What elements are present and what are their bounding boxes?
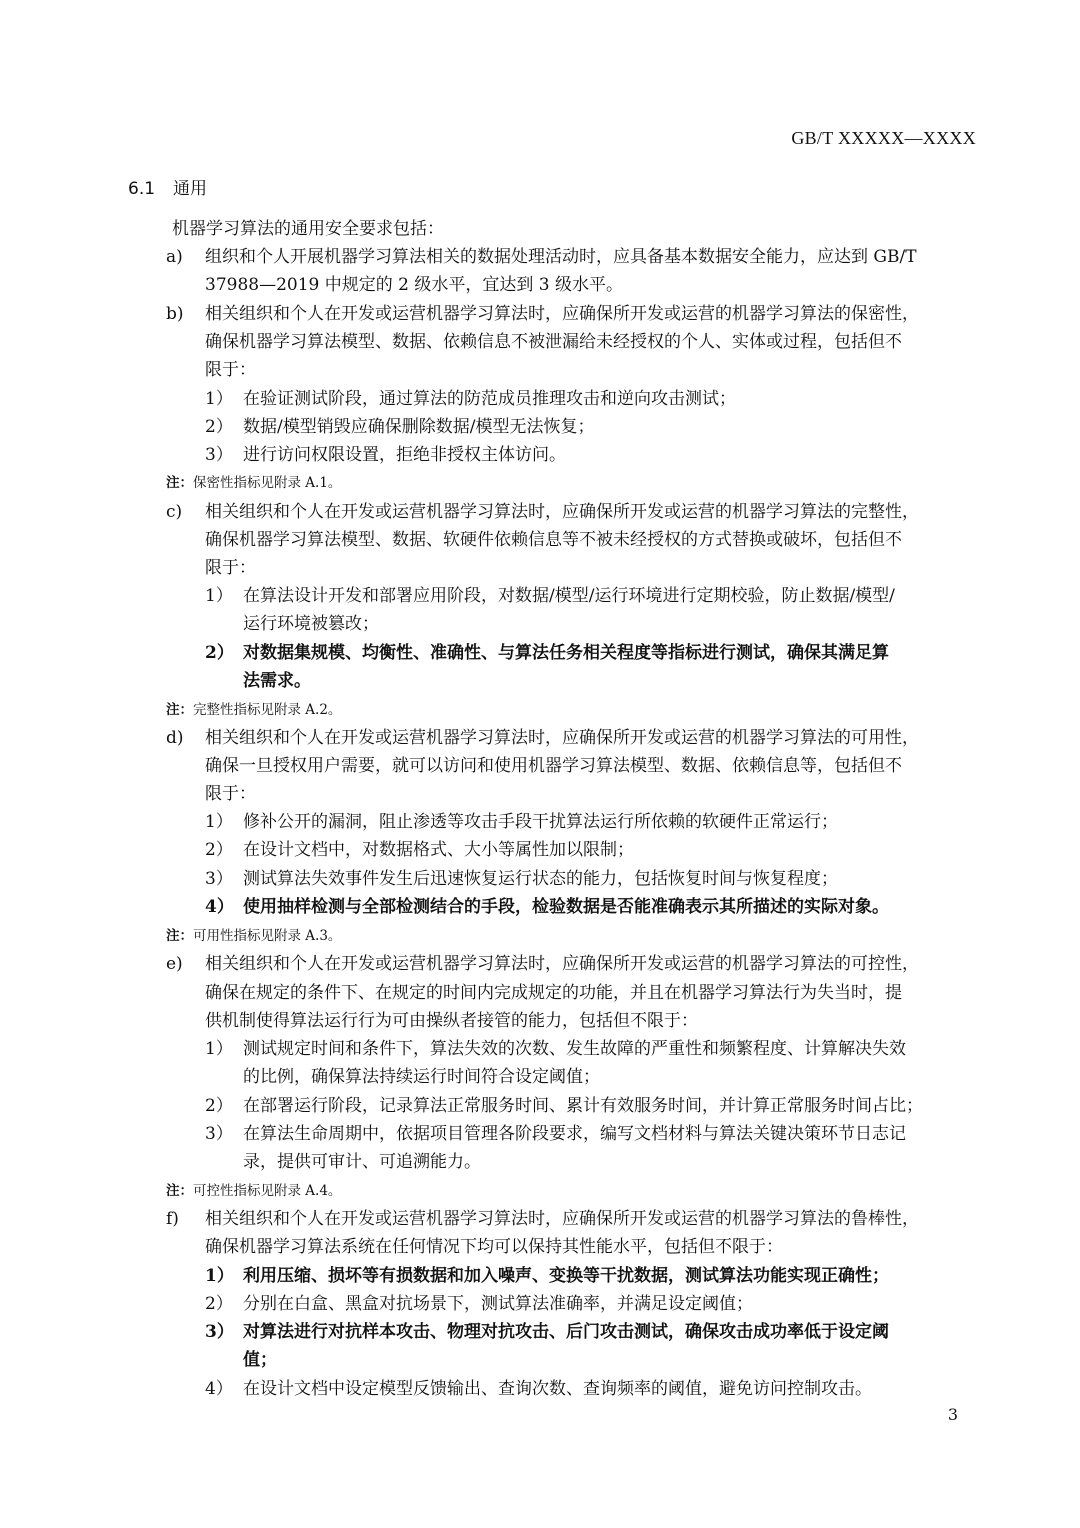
item-d-text-line: 确保一旦授权用户需要，就可以访问和使用机器学习算法模型、数据、依赖信息等，包括但不 — [205, 756, 902, 776]
item-a-text-line: 37988—2019 中规定的 2 级水平，宜达到 3 级水平。 — [205, 275, 623, 295]
item-f-text-line: 确保机器学习算法系统在任何情况下均可以保持其性能水平，包括但不限于： — [205, 1237, 783, 1257]
note-text: 可用性指标见附录 A.3。 — [193, 928, 342, 944]
item-e-note — [166, 1181, 341, 1201]
item-f-label: f) — [166, 1209, 179, 1229]
item-f-text-line: 相关组织和个人在开发或运营机器学习算法时，应确保所开发或运营的机器学习算法的鲁棒性， — [205, 1209, 919, 1229]
item-b-sub-number: 2） — [205, 417, 233, 437]
section-heading — [128, 174, 207, 199]
item-f-sub-number: 1） — [205, 1266, 234, 1286]
note-text: 完整性指标见附录 A.2。 — [193, 702, 342, 718]
item-f-sub-text: 在设计文档中设定模型反馈输出、查询次数、查询频率的阈值，避免访问控制攻击。 — [243, 1379, 872, 1399]
item-c-sub-text: 运行环境被篡改； — [243, 614, 379, 634]
item-e-sub-text: 的比例，确保算法持续运行时间符合设定阈值； — [243, 1067, 600, 1087]
item-e-sub-text: 在部署运行阶段，记录算法正常服务时间、累计有效服务时间，并计算正常服务时间占比； — [243, 1096, 923, 1116]
item-c-label: c) — [166, 502, 183, 522]
item-f-sub-number: 2） — [205, 1294, 233, 1314]
item-b-sub-text: 数据/模型销毁应确保删除数据/模型无法恢复； — [243, 417, 595, 437]
note-label: 注： — [166, 928, 193, 944]
standard-number-header: GB/T XXXXX—XXXX — [791, 128, 976, 148]
item-e-text-line: 供机制使得算法运行行为可由操纵者接管的能力，包括但不限于： — [205, 1011, 698, 1031]
item-e-sub-number: 2） — [205, 1096, 233, 1116]
item-d-sub-number: 1） — [205, 812, 233, 832]
item-b-text-line: 相关组织和个人在开发或运营机器学习算法时，应确保所开发或运营的机器学习算法的保密性， — [205, 304, 919, 324]
item-e-sub-text: 在算法生命周期中，依据项目管理各阶段要求，编写文档材料与算法关键决策环节日志记 — [243, 1124, 906, 1144]
item-d-sub-text: 使用抽样检测与全部检测结合的手段，检验数据是否能准确表示其所描述的实际对象。 — [243, 897, 889, 917]
item-d-sub-text: 测试算法失效事件发生后迅速恢复运行状态的能力，包括恢复时间与恢复程度； — [243, 869, 838, 889]
note-label: 注： — [166, 702, 193, 718]
item-d-text-line: 限于： — [205, 784, 256, 804]
item-e-sub-text: 录，提供可审计、可追溯能力。 — [243, 1152, 481, 1172]
note-label: 注： — [166, 1183, 193, 1199]
item-d-text-line: 相关组织和个人在开发或运营机器学习算法时，应确保所开发或运营的机器学习算法的可用性， — [205, 728, 919, 748]
item-f-sub-number: 4） — [205, 1379, 233, 1399]
item-d-sub-number: 4） — [205, 897, 234, 917]
item-f-sub-text: 分别在白盒、黑盒对抗场景下，测试算法准确率，并满足设定阈值； — [243, 1294, 753, 1314]
item-e-sub-number: 3） — [205, 1124, 233, 1144]
item-a-label: a) — [166, 247, 183, 267]
item-c-sub-text: 在算法设计开发和部署应用阶段，对数据/模型/运行环境进行定期校验，防止数据/模型/ — [243, 586, 895, 606]
item-d-sub-number: 3） — [205, 869, 233, 889]
page-number: 3 — [947, 1405, 958, 1424]
item-d-sub-text: 修补公开的漏洞，阻止渗透等攻击手段干扰算法运行所依赖的软硬件正常运行； — [243, 812, 838, 832]
item-c-sub-text: 法需求。 — [243, 671, 311, 691]
item-b-text-line: 确保机器学习算法模型、数据、依赖信息不被泄漏给未经授权的个人、实体或过程，包括但不 — [205, 332, 902, 352]
item-f-sub-text: 值； — [243, 1350, 277, 1370]
item-f-sub-number: 3） — [205, 1322, 234, 1342]
note-text: 可控性指标见附录 A.4。 — [193, 1183, 342, 1199]
item-b-sub-text: 进行访问权限设置，拒绝非授权主体访问。 — [243, 445, 566, 465]
item-c-sub-text: 对数据集规模、均衡性、准确性、与算法任务相关程度等指标进行测试，确保其满足算 — [243, 643, 889, 663]
item-c-sub-number: 1） — [205, 586, 233, 606]
note-label: 注： — [166, 475, 193, 491]
item-b-note — [166, 473, 341, 493]
item-e-sub-number: 1） — [205, 1039, 233, 1059]
item-e-text-line: 确保在规定的条件下、在规定的时间内完成规定的功能，并且在机器学习算法行为失当时，提 — [205, 983, 902, 1003]
item-c-note — [166, 700, 341, 720]
item-e-label: e) — [166, 954, 183, 974]
section-number: 6.1 — [128, 179, 156, 199]
item-e-sub-text: 测试规定时间和条件下，算法失效的次数、发生故障的严重性和频繁程度、计算解决失效 — [243, 1039, 906, 1059]
item-f-sub-text: 利用压缩、损坏等有损数据和加入噪声、变换等干扰数据，测试算法功能实现正确性； — [243, 1266, 889, 1286]
item-b-text-line: 限于： — [205, 360, 256, 380]
item-c-text-line: 相关组织和个人在开发或运营机器学习算法时，应确保所开发或运营的机器学习算法的完整性， — [205, 502, 919, 522]
item-f-sub-text: 对算法进行对抗样本攻击、物理对抗攻击、后门攻击测试，确保攻击成功率低于设定阈 — [243, 1322, 889, 1342]
item-d-sub-text: 在设计文档中，对数据格式、大小等属性加以限制； — [243, 840, 634, 860]
item-b-sub-number: 1） — [205, 389, 233, 409]
item-c-text-line: 限于： — [205, 558, 256, 578]
item-d-label: d) — [166, 728, 184, 748]
item-b-sub-number: 3） — [205, 445, 233, 465]
item-c-sub-number: 2） — [205, 643, 234, 663]
section-title: 通用 — [173, 179, 208, 199]
item-c-text-line: 确保机器学习算法模型、数据、软硬件依赖信息等不被未经授权的方式替换或破坏，包括但不 — [205, 530, 902, 550]
item-b-label: b) — [166, 304, 184, 324]
item-d-note — [166, 926, 341, 946]
item-a-text-line: 组织和个人开展机器学习算法相关的数据处理活动时，应具备基本数据安全能力，应达到 GB/T — [205, 247, 917, 267]
item-d-sub-number: 2） — [205, 840, 233, 860]
item-b-sub-text: 在验证测试阶段，通过算法的防范成员推理攻击和逆向攻击测试； — [243, 389, 736, 409]
note-text: 保密性指标见附录 A.1。 — [193, 475, 342, 491]
intro-text: 机器学习算法的通用安全要求包括： — [172, 219, 444, 239]
item-e-text-line: 相关组织和个人在开发或运营机器学习算法时，应确保所开发或运营的机器学习算法的可控性， — [205, 954, 919, 974]
